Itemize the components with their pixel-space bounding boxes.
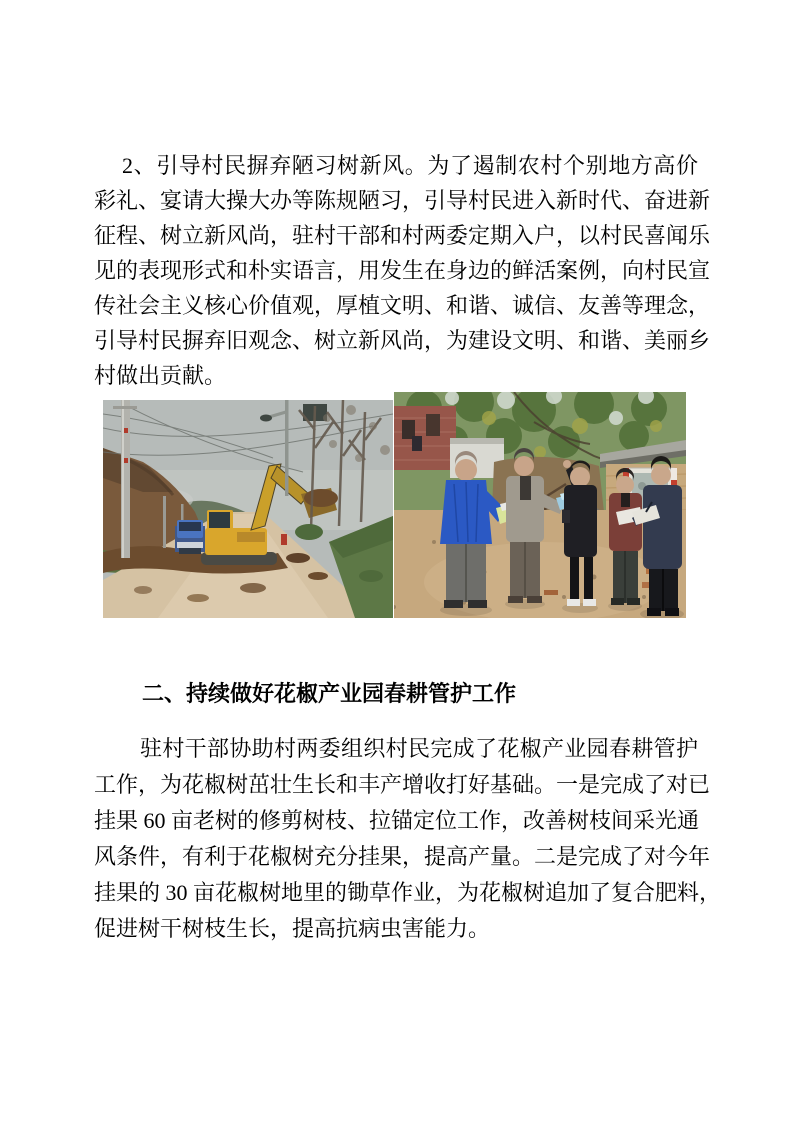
text-line: 村做出贡献。 <box>94 363 227 388</box>
text-line: 风条件，有利于花椒树充分挂果，提高产量。二是完成了对今年 <box>94 844 711 869</box>
text-line: 工作，为花椒树茁壮生长和丰产增收打好基础。一是完成了对已 <box>94 772 711 797</box>
paragraph-1 <box>94 148 711 393</box>
text-line: 2、引导村民摒弃陋习树新风。为了遏制农村个别地方高价 <box>122 153 698 178</box>
brick-house <box>394 406 456 470</box>
text-line: 挂果 60 亩老树的修剪树枝、拉锚定位工作，改善树枝间采光通 <box>94 808 700 833</box>
photo-road-excavator <box>103 400 393 618</box>
bush <box>295 524 323 540</box>
small-pole <box>163 496 166 548</box>
text-line: 见的表现形式和朴实语言，用发生在身边的鲜活案例，向村民宣 <box>94 258 711 283</box>
photo-villagers-meeting <box>394 392 686 618</box>
section-heading: 二、持续做好花椒产业园春耕管护工作 <box>142 681 517 706</box>
photo-row <box>103 392 686 618</box>
paragraph-2 <box>94 731 722 947</box>
text-line: 引导村民摒弃旧观念、树立新风尚，为建设文明、和谐、美丽乡 <box>94 328 711 353</box>
text-line: 传社会主义核心价值观，厚植文明、和谐、诚信、友善等理念， <box>94 293 711 318</box>
text-line: 挂果的 30 亩花椒树地里的锄草作业，为花椒树追加了复合肥料， <box>94 880 722 905</box>
text-line: 促进树干树枝生长，提高抗病虫害能力。 <box>94 916 491 941</box>
text-line: 征程、树立新风尚，驻村干部和村两委定期入户，以村民喜闻乐 <box>94 223 711 248</box>
text-line: 彩礼、宴请大操大办等陈规陋习，引导村民进入新时代、奋进新 <box>94 188 711 213</box>
blue-truck <box>175 520 205 554</box>
text-line: 驻村干部协助村两委组织村民完成了花椒产业园春耕管护 <box>140 736 698 761</box>
